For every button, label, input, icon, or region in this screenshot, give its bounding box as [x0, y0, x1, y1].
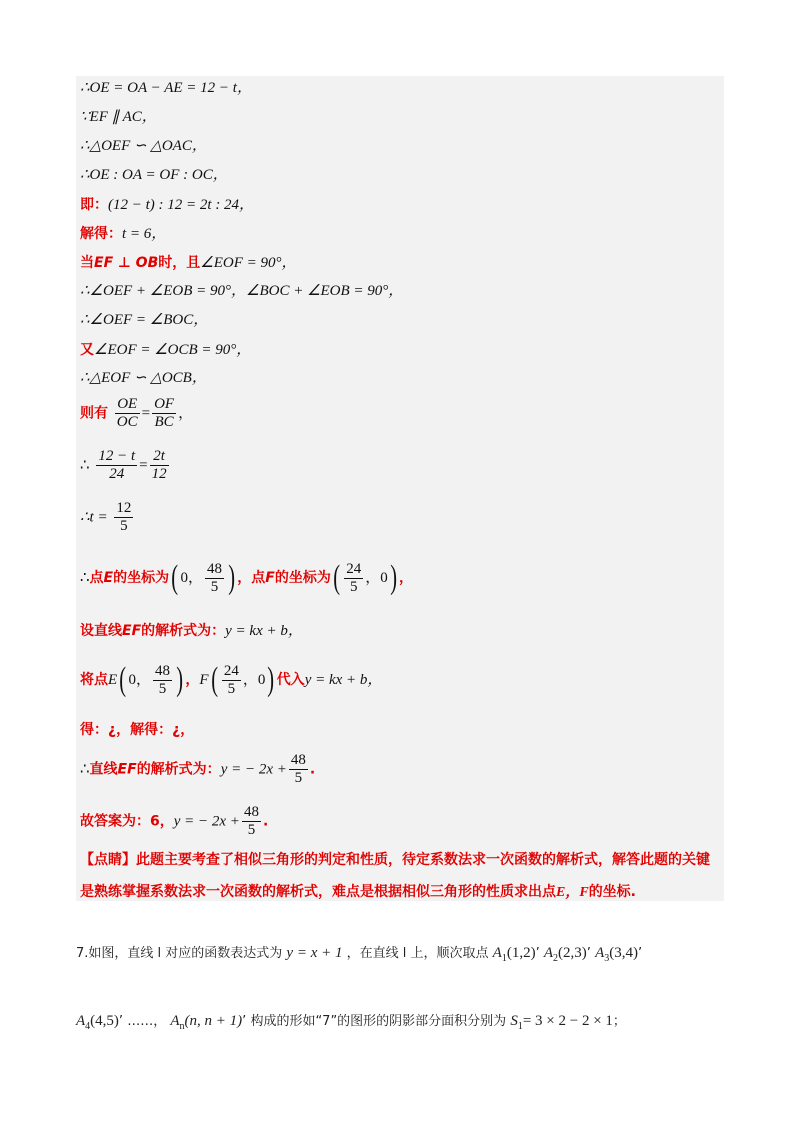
step-parallel: ∵EF ∥ AC，	[80, 109, 157, 125]
step-ratio-2: 则有 $\frac{OE}{OC}$ = $\frac{OF}{BC}$ ，	[80, 396, 194, 430]
step-equation: 即：(12 − t) : 12 = 2t : 24，	[80, 197, 255, 213]
step-solve-system: 得：¿，解得：¿，	[80, 722, 195, 738]
step-angles-2: ∴∠OEF = ∠BOC，	[80, 312, 209, 328]
step-similar-2: ∴△EOF ∽ △OCB，	[80, 370, 207, 386]
step-line-result: ∴直线EF的解析式为：y = − 2x + $\frac{48}{5}$ .	[80, 752, 316, 786]
step-ratio-1: ∴OE : OA = OF : OC，	[80, 167, 228, 183]
step-line-form: 设直线EF的解析式为：y = kx + b，	[80, 623, 303, 639]
question-7-line-1: 7.如图，直线 l 对应的函数表达式为 y = x + 1 ，在直线 l 上，顺次取点 $A_1(1,2)$’ $A_2(2,3)$’ $A_3(3,4)$’	[76, 945, 643, 964]
comment-line-1: 【点睛】此题主要考查了相似三角形的判定和性质，待定系数法求一次函数的解析式，解答此题的关键	[80, 852, 710, 868]
step-t-value: ∴t = $\frac{12}{5}$	[80, 500, 132, 534]
comment-line-2: 是熟练掌握系数法求一次函数的解析式，难点是根据相似三角形的性质求出点E，F的坐标.	[80, 884, 637, 900]
step-angles-3: 又∠EOF = ∠OCB = 90°，	[80, 342, 252, 358]
step-substitute: 将点E( 0， $\frac{48}{5}$ ) ，F( $\frac{24}{5}$ ，0) 代入y = kx + b，	[80, 661, 383, 698]
step-oe: ∴OE = OA − AE = 12 − t，	[80, 80, 252, 96]
step-ratio-values: ∴ $\frac{12 - t}{24}$ = $\frac{2t}{12}$	[80, 448, 167, 482]
step-similar-1: ∴△OEF ∽ △OAC，	[80, 138, 207, 154]
step-angles-1: ∴∠OEF + ∠EOB = 90°，∠BOC + ∠EOB = 90°，	[80, 283, 404, 299]
step-solve-t: 解得：t = 6，	[80, 226, 167, 242]
question-7-line-2: $A_4(4,5)$’ ……， $A_n(n$, n + 1)’ 构成的形如“7”的图形的阴影部分面积分别为 $S_1= 3 \times 2 - 2 \times 1$；	[76, 1013, 626, 1032]
step-coordinates: ∴点E的坐标为( 0， $\frac{48}{5}$ ) ，点F的坐标为( $\frac{24}{5}$ ，0) ，	[80, 559, 414, 596]
answer-line: 故答案为：6，y = − 2x + $\frac{48}{5}$ .	[80, 804, 269, 838]
step-case-perp: 当EF ⊥ OB时，且∠EOF = 90°，	[80, 255, 297, 271]
